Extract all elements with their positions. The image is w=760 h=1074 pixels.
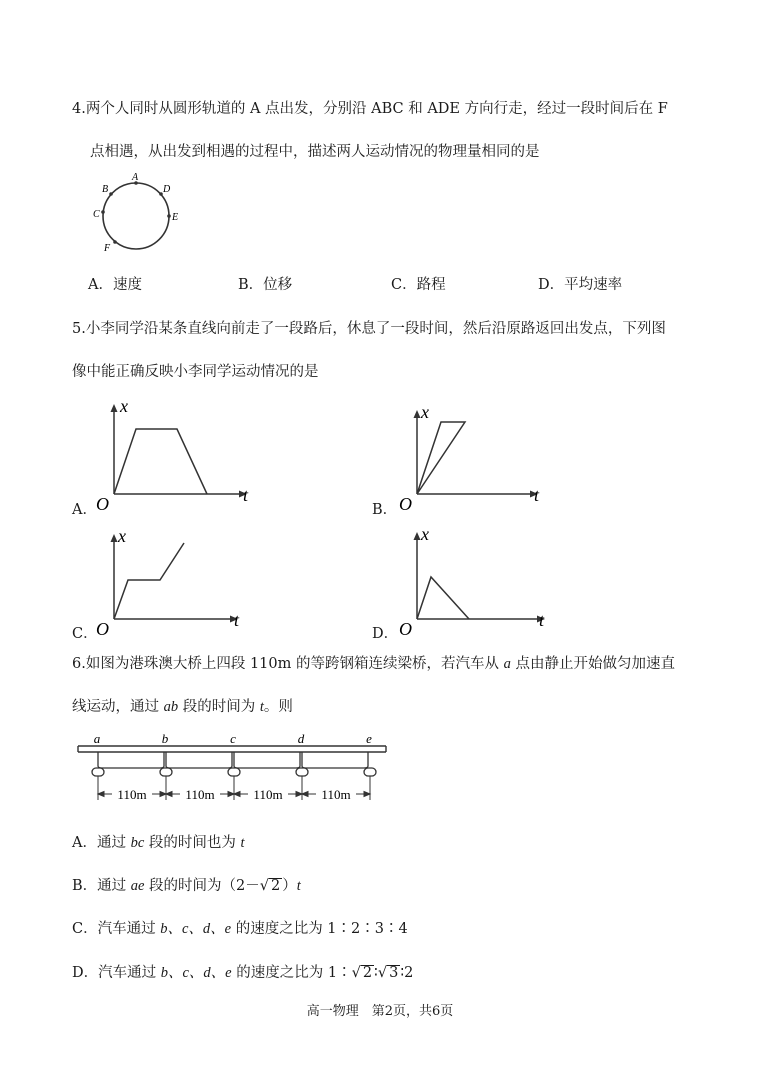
q6-option-a-text: A．通过 <box>72 835 131 851</box>
point-a-label: A <box>132 172 139 183</box>
span-cd-label: 110m <box>253 787 283 802</box>
point-b-label: B <box>102 184 109 195</box>
q6-var-a: a <box>503 656 511 672</box>
q5-graph-a <box>90 396 260 516</box>
q5-option-b-label: B． <box>372 502 398 518</box>
q6-option-b-text: B．通过 <box>72 878 131 894</box>
q6-option-b-var: ae <box>130 878 145 894</box>
span-ab-label: 110m <box>117 787 147 802</box>
point-e-label: e <box>366 732 372 746</box>
point-c-label: c <box>230 732 236 746</box>
q6-stem-line1 <box>72 652 675 673</box>
graph-b-origin-label: O <box>399 494 412 514</box>
q4-stem-line2: 点相遇，从出发到相遇的过程中，描述两人运动情况的物理量相同的是 <box>90 144 540 160</box>
sqrt-symbol: √ <box>351 965 361 981</box>
q5-option-c-label: C． <box>72 626 98 642</box>
graph-a-origin-label: O <box>96 494 109 514</box>
q6-option-a-var-t: t <box>240 835 245 851</box>
q6-stem-text-2: 点由静止开始做匀加速直 <box>510 656 675 672</box>
graph-c-y-label: x <box>118 526 126 546</box>
q5-graph-d <box>393 524 553 640</box>
sqrt-symbol: √ <box>377 965 388 981</box>
q6-var-t: t <box>259 699 264 715</box>
q6-option-b-var-t: t <box>296 878 301 894</box>
q4-stem-line1: 4.两个人同时从圆形轨道的 A 点出发，分别沿 ABC 和 ADE 方向行走，经过一段时间后在 F <box>72 101 668 117</box>
graph-d-origin-label: O <box>399 619 412 639</box>
q6-option-c-vars: b、c、d、e <box>160 921 232 937</box>
q4-option-d: D．平均速率 <box>538 277 623 293</box>
q6-option-d-radicand-1: 2 <box>362 965 373 981</box>
q6-option-d-vars: b、c、d、e <box>160 965 232 981</box>
graph-d-x-label: t <box>539 610 545 630</box>
bridge-figure <box>76 732 392 808</box>
q5-graph-c <box>90 526 250 640</box>
point-b-label: b <box>161 732 169 746</box>
graph-c-origin-label: O <box>96 619 109 639</box>
q6-option-a-var: bc <box>130 835 145 851</box>
graph-a-y-label: x <box>120 396 128 416</box>
circular-track-figure <box>88 172 198 258</box>
graph-b-y-label: x <box>421 404 429 422</box>
q5-stem-line2: 像中能正确反映小李同学运动情况的是 <box>72 364 319 380</box>
q6-option-b-text3: ） <box>282 878 297 894</box>
q6-option-c-text: C．汽车通过 <box>72 921 161 937</box>
sqrt-symbol: √ <box>259 878 270 894</box>
point-d-label: d <box>297 732 305 746</box>
q6-stem-text-4: 段的时间为 <box>178 699 260 715</box>
q5-graph-b <box>393 404 553 516</box>
point-e-label: E <box>172 212 179 223</box>
q6-option-b <box>72 874 301 895</box>
q6-stem-text-1: 6.如图为港珠澳大桥上四段 110m 的等跨钢箱连续梁桥，若汽车从 <box>72 656 504 672</box>
graph-a-x-label: t <box>243 485 249 505</box>
q5-stem-line1: 5.小李同学沿某条直线向前走了一段路后，休息了一段时间，然后沿原路返回出发点，下列图 <box>72 321 666 337</box>
q6-option-d-text2: 的速度之比为 1∶ <box>231 965 352 981</box>
page-footer: 高一物理 第2页，共6页 <box>306 1004 454 1019</box>
q6-option-c <box>72 917 408 938</box>
graph-d-y-label: x <box>421 524 429 544</box>
point-d-label: D <box>163 184 171 195</box>
q5-option-d-label: D． <box>372 626 399 642</box>
q6-option-b-radicand: 2 <box>271 878 281 894</box>
q6-stem-text-3: 线运动，通过 <box>72 699 164 715</box>
q6-var-ab: ab <box>163 699 179 715</box>
span-de-label: 110m <box>321 787 351 802</box>
q4-option-a: A．速度 <box>88 277 142 293</box>
point-a-label: a <box>93 732 101 746</box>
graph-b-x-label: t <box>534 485 540 505</box>
q6-option-d-text3: ∶2 <box>400 965 414 981</box>
q6-stem-text-5: 。则 <box>263 699 293 715</box>
q4-option-c: C．路程 <box>391 277 446 293</box>
q6-stem-line2 <box>72 695 293 716</box>
q6-option-d <box>72 961 413 982</box>
point-c-label: C <box>93 209 100 220</box>
point-f-label: F <box>104 243 111 254</box>
q5-option-a-label: A． <box>72 502 97 518</box>
q6-option-d-radicand-2: 3 <box>389 965 399 981</box>
q6-option-b-text2: 段的时间为（2－ <box>144 878 260 894</box>
q6-option-d-sep: ∶ <box>374 965 378 981</box>
q4-option-b: B．位移 <box>238 277 293 293</box>
q6-option-a <box>72 831 245 852</box>
graph-c-x-label: t <box>234 610 240 630</box>
q6-option-d-text: D．汽车通过 <box>72 965 161 981</box>
q6-option-a-text2: 段的时间也为 <box>144 835 241 851</box>
span-bc-label: 110m <box>185 787 215 802</box>
q6-option-c-text2: 的速度之比为 1∶2∶3∶4 <box>231 921 408 937</box>
